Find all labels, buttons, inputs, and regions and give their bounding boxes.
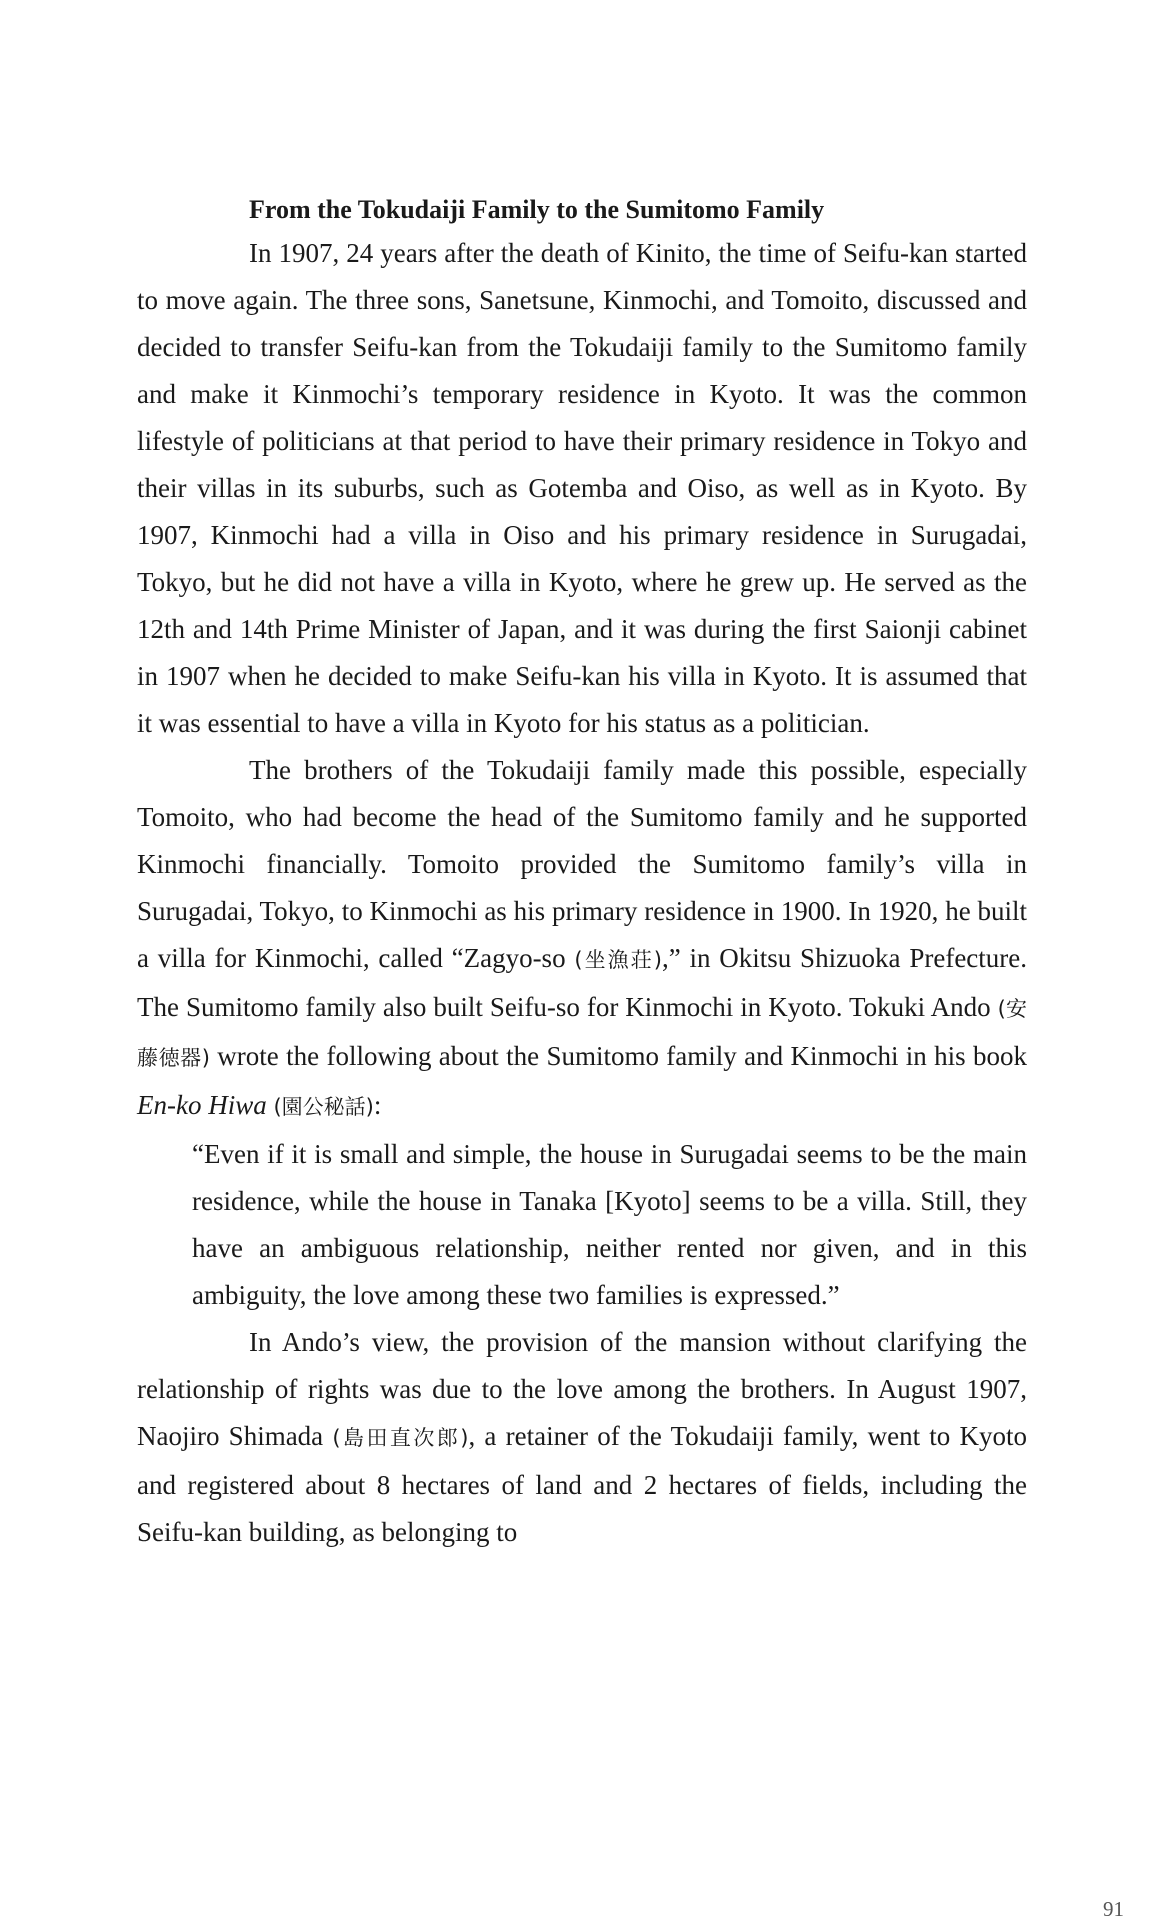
paragraph-2 bbox=[137, 747, 1027, 1131]
japanese-name-ando: (安藤徳器) bbox=[137, 997, 1027, 1070]
paragraph-2-text-a: The brothers of the Tokudaiji family made this possible, especially Tomoito, who had become the head of the Sumitomo family and he supported Kinmochi financially. Tomoito provided the Sumitomo family’s villa in Surugadai, Tokyo, to Kinmochi as his primary residence in 1900. In 1920, he built a villa for Kinmochi, called “Zagyo-so bbox=[137, 755, 1027, 973]
japanese-book-title: (園公秘話) bbox=[273, 1095, 374, 1119]
paragraph-3 bbox=[137, 1319, 1027, 1556]
paragraph-2-text-c: wrote the following about the Sumitomo family and Kinmochi in his book bbox=[209, 1041, 1027, 1071]
japanese-name-shimada: (島田直次郎) bbox=[332, 1426, 469, 1450]
paragraph-2-text-e: : bbox=[373, 1090, 382, 1120]
japanese-name-zagyo-so: (坐漁荘) bbox=[574, 948, 662, 972]
paragraph-1: In 1907, 24 years after the death of Kinito, the time of Seifu-kan started to move again. The three sons, Sanetsune, Kinmochi, and Tomoito, discussed and decided to transfer Seifu-kan from the Tokudaiji family to the Sumitomo family and make it Kinmochi’s temporary residence in Kyoto. It was the common lifestyle of politicians at that period to have their primary residence in Tokyo and their villas in its suburbs, such as Gotemba and Oiso, as well as in Kyoto. By 1907, Kinmochi had a villa in Oiso and his primary residence in Surugadai, Tokyo, but he did not have a villa in Kyoto, where he grew up. He served as the 12th and 14th Prime Minister of Japan, and it was during the first Saionji cabinet in 1907 when he decided to make Seifu-kan his villa in Kyoto. It is assumed that it was essential to have a villa in Kyoto for his status as a politician. bbox=[137, 238, 1027, 738]
body-text bbox=[137, 190, 1027, 1556]
page-number: 91 bbox=[1103, 1897, 1124, 1921]
paragraph-3-text-a: In Ando’s view, the provision of the mansion without clarifying the relationship of rights was due to the love among the brothers. In August 1907, Naojiro Shimada bbox=[137, 1327, 1027, 1451]
paragraph-2-text-b: ,” in Okitsu Shizuoka Prefecture. The Sumitomo family also built Seifu-so for Kinmochi in Kyoto. Tokuki Ando bbox=[137, 943, 1028, 1022]
section-heading: From the Tokudaiji Family to the Sumitomo Family bbox=[249, 195, 825, 224]
book-title: En-ko Hiwa bbox=[137, 1090, 267, 1120]
block-quote: “Even if it is small and simple, the house in Surugadai seems to be the main residence, while the house in Tanaka [Kyoto] seems to be a villa. Still, they have an ambiguous relationship, neither rented nor given, and in this ambiguity, the love among these two families is expressed.” bbox=[192, 1139, 1027, 1310]
paragraph-3-text-b: , a retainer of the Tokudaiji family, went to Kyoto and registered about 8 hectares of land and 2 hectares of fields, including the Seifu-kan building, as belonging to bbox=[137, 1421, 1027, 1547]
